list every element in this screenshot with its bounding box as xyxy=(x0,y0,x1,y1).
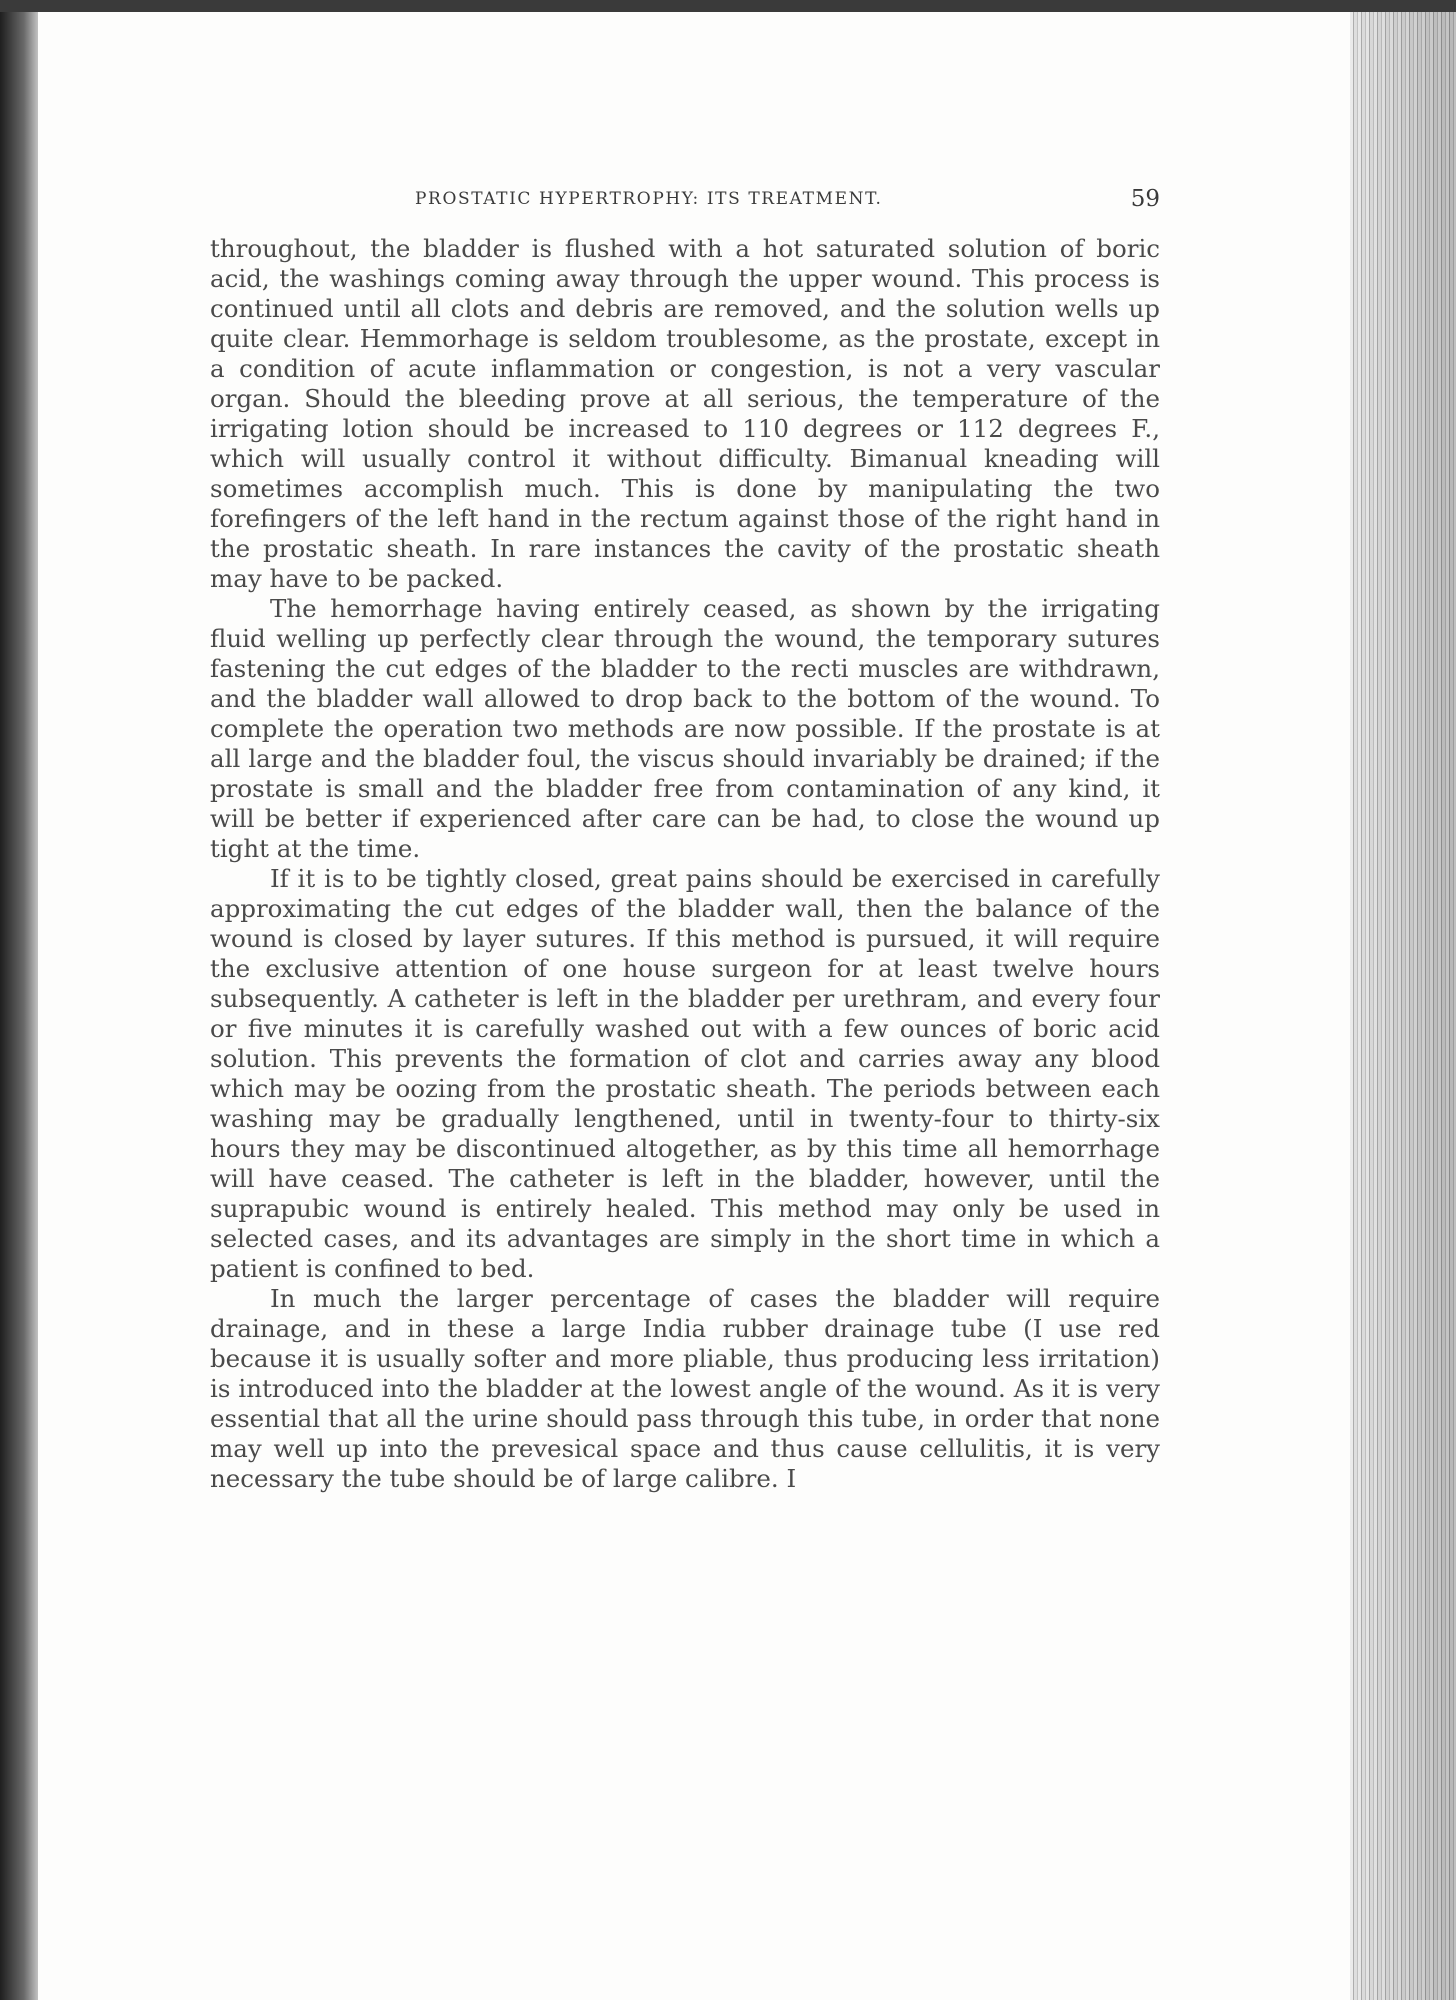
body-text xyxy=(210,234,1160,1494)
paragraph-3: If it is to be tightly closed, great pains should be exercised in carefully approximating the cut edges of the bladder wall, then the balance of the wound is closed by layer sutures. If this method is pursued, it will require the exclusive attention of one house surgeon for at least twelve hours subsequently. A catheter is left in the bladder per urethram, and every four or five minutes it is carefully washed out with a few ounces of boric acid solution. This prevents the formation of clot and carries away any blood which may be oozing from the prostatic sheath. The periods between each washing may be gradually lengthened, until in twenty-four to thirty-six hours they may be discontinued altogether, as by this time all hemorrhage will have ceased. The catheter is left in the bladder, however, until the suprapubic wound is entirely healed. This method may only be used in selected cases, and its advantages are simply in the short time in which a patient is confined to bed. xyxy=(210,864,1160,1283)
running-head xyxy=(170,186,1160,216)
paragraph-1: throughout, the bladder is flushed with a hot saturated solution of boric acid, the washings coming away through the upper wound. This process is continued until all clots and debris are removed, and the solution wells up quite clear. Hemmorhage is seldom troublesome, as the prostate, except in a condition of acute inflammation or congestion, is not a very vascular organ. Should the bleeding prove at all serious, the temperature of the irrigating lotion should be increased to 110 degrees or 112 degrees F., which will usually control it without difficulty. Bimanual kneading will sometimes accomplish much. This is done by manipulating the two forefingers of the left hand in the rectum against those of the right hand in the prostatic sheath. In rare instances the cavity of the prostatic sheath may have to be packed. xyxy=(210,234,1160,593)
book-gutter-shadow xyxy=(0,12,40,2000)
paragraph-2: The hemorrhage having entirely ceased, as shown by the irrigating fluid welling up perfectly clear through the wound, the temporary sutures fastening the cut edges of the bladder to the recti muscles are withdrawn, and the bladder wall allowed to drop back to the bottom of the wound. To complete the operation two methods are now possible. If the prostate is at all large and the bladder foul, the viscus should invariably be drained; if the prostate is small and the bladder free from contamination of any kind, it will be better if experienced after care can be had, to close the wound up tight at the time. xyxy=(210,594,1160,863)
page-edges-stack xyxy=(1350,12,1456,2000)
running-title: PROSTATIC HYPERTROPHY: ITS TREATMENT. xyxy=(415,189,883,209)
paragraph-4: In much the larger percentage of cases the bladder will require drainage, and in these a large India rubber drainage tube (I use red because it is usually softer and more pliable, thus producing less irritation) is introduced into the bladder at the lowest angle of the wound. As it is very essential that all the urine should pass through this tube, in order that none may well up into the prevesical space and thus cause cellulitis, it is very necessary the tube should be of large calibre. I xyxy=(210,1284,1160,1493)
page-number: 59 xyxy=(1130,186,1160,212)
